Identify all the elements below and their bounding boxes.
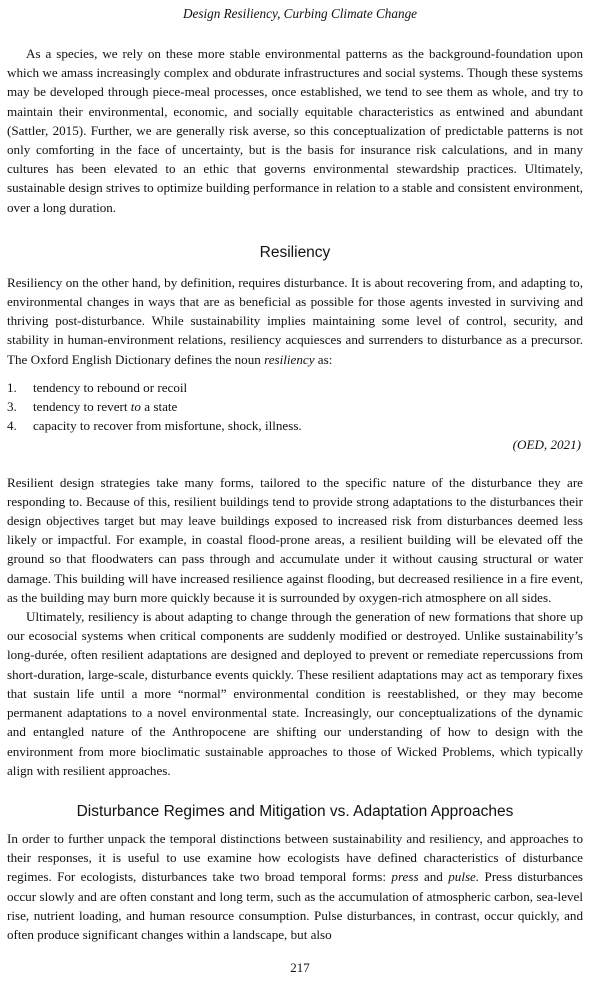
resiliency-paragraph-1-text: Resiliency on the other hand, by definition, requires disturbance. It is about recovering from, and adapting to, environmental changes in ways that are as beneficial as possible for those agents invested in surviving and thriving post-disturbance. While sustainability implies maintaining some level of control, security, and stability in human-environment relations, resiliency acquiesces and surrenders to disturbance as a precursor. The Oxford English Dictionary defines the noun	[7, 274, 583, 367]
definition-number: 1.	[7, 379, 17, 395]
definition-item	[7, 378, 583, 397]
definition-list	[7, 378, 583, 436]
definition-item	[7, 416, 583, 435]
definition-term: to	[130, 399, 141, 415]
definition-number: 4.	[7, 418, 17, 434]
resiliency-paragraph-1-end: as:	[314, 351, 333, 367]
definition-text: tendency to rebound or recoil	[33, 379, 188, 395]
term-pulse: pulse.	[448, 869, 480, 885]
resiliency-paragraph-3: Ultimately, resiliency is about adapting to change through the generation of new formations that shore up our ecosocial systems when critical components are suddenly modified or destroyed. Unlike sustainability’s long-durée, often resilient adaptations are designed and deployed to prevent or remediate repercussions from short-duration, large-scale, disturbance events quickly. These resilient adaptations may act as temporary fixes that sustain life until a more “normal” environmental condition is reestablished, or they may become permanent adaptations to a novel environmental state. Increasingly, our conceptualizations of the dynamic and entangled nature of the Anthropocene are shifting our understanding of how to design with the environment from more bioclimatic sustainable approaches to those of Wicked Problems, which typically align with resilient approaches.	[7, 609, 583, 778]
resiliency-paragraph-1	[7, 273, 583, 369]
disturbance-paragraph	[7, 829, 583, 944]
definition-text: capacity to recover from misfortune, shock, illness.	[33, 418, 302, 434]
running-header: Design Resiliency, Curbing Climate Change	[182, 6, 418, 21]
definition-item	[7, 397, 583, 416]
disturbance-paragraph-text: In order to further unpack the temporal distinctions between sustainability and resiliency, and approaches to their responses, it is useful to use examine how ecologists have defined characteristics of disturbance regimes. For ecologists, disturbances take two broad temporal forms:	[7, 830, 583, 885]
resiliency-term: resiliency	[264, 351, 315, 367]
disturbance-paragraph-end: Press disturbances occur slowly and are often constant and long term, such as the accumulation of atmospheric carbon, sea-level rise, nutrient loading, and human resource consumption. Pulse disturbances, in contrast, occur quickly, and often produce significant changes within a landscape, but also	[7, 869, 584, 942]
page-body	[7, 44, 583, 944]
definition-text: tendency to revert	[33, 399, 131, 415]
disturbance-conjunction: and	[418, 869, 449, 885]
section-heading-disturbance: Disturbance Regimes and Mitigation vs. Adaptation Approaches	[76, 802, 514, 820]
term-press: press	[391, 869, 419, 885]
citation: (OED, 2021)	[512, 437, 581, 453]
page-number: 217	[290, 960, 310, 975]
definition-text-end: a state	[140, 399, 178, 415]
definition-number: 3.	[7, 399, 17, 415]
resiliency-paragraph-2: Resilient design strategies take many forms, tailored to the specific nature of the disturbance they are responding to. Because of this, resilient buildings tend to provide strong adaptations to the disturbances their design objectives target but may leave buildings exposed to increased risk from disturbances deemed less likely or impactful. For example, in coastal flood-prone areas, a resilient building will be elevated off the ground so that floodwaters can pass through and accumulate under it without causing structural or water damage. This building will have increased resilience against flooding, but decreased resilience in a fire event, as the building may burn more quickly because it is surrounded by oxygen-rich atmosphere on all sides.	[7, 474, 583, 605]
intro-paragraph: As a species, we rely on these more stable environmental patterns as the background-foundation upon which we amass increasingly complex and obdurate infrastructures and social systems. Though these systems may be developed through piece-meal processes, once established, we tend to see them as whole, and try to maintain their environmental, economic, and socially equitable characteristics as entwined and abundant (Sattler, 2015). Further, we are generally risk averse, so this conceptualization of predictable patterns is not only comforting in the face of uncertainty, but is the basis for insurance risk calculations, and in many cultures has been elevated to an ethic that governs environmental stewardship practices. Ultimately, sustainable design strives to optimize building performance in relation to a stable and consistent environment, over a long duration.	[7, 46, 583, 215]
section-heading-resiliency: Resiliency	[259, 243, 331, 261]
